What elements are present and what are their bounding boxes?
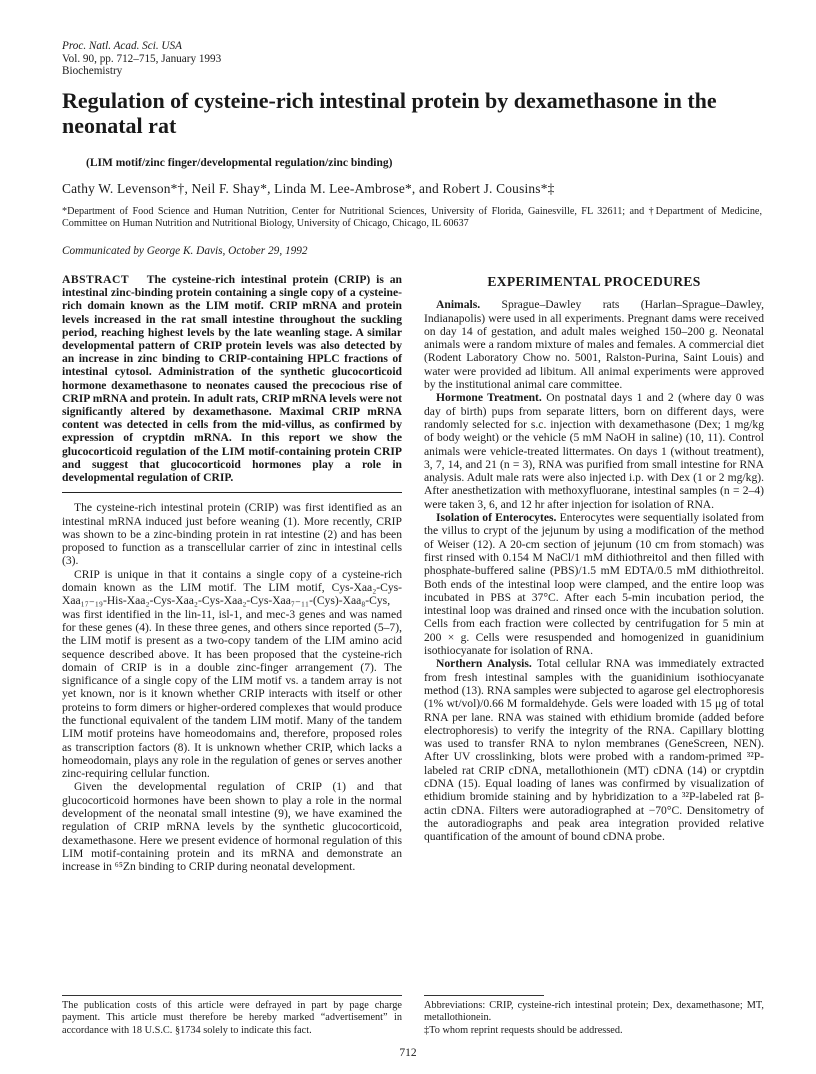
publication-charges-note: The publication costs of this article were defrayed in part by page charge payment. This article must therefore be hereby marked “advertisement” in accordance with 18 U.S.C. §1734 solely to indicate this fact.	[62, 1000, 402, 1036]
abbreviations-note: Abbreviations: CRIP, cysteine-rich intestinal protein; Dex, dexamethasone; MT, metallothionein.	[424, 1000, 764, 1024]
methods-hormone-title: Hormone Treatment.	[436, 391, 542, 405]
abstract	[62, 273, 402, 484]
methods-animals-text: Sprague–Dawley rats (Harlan–Sprague–Dawley, Indianapolis) were used in all experiments. Pregnant dams were received on day 14 of gestation, and adult males weighed 150–200 g. Neonatal animals were a random mixture of males and females. A commercial diet (Rodent Laboratory Chow no. 5001, Ralston-Purina, Saint Louis) and water were provided ad libitum. All animal experiments were approved by the institutional animal care committee.	[424, 298, 764, 392]
methods-enterocytes-text: Enterocytes were sequentially isolated from the villus to crypt of the jejunum by using a modification of the method of Weiser (12). A 20-cm section of jejunum (10 cm from stomach) was first rinsed with 0.154 M NaCl/1 mM dithiothreitol and then filled with phosphate-buffered saline (PBS)/1.5 mM EDTA/0.5 mM dithiothreitol. Both ends of the intestinal loop were clamped, and the entire loop was incubated in PBS at 37°C. After each 5-min incubation period, the intestinal loop was drained and rinsed once with the incubation solution. Cells from each fraction were collected by centrifugation for 5 min at 200 × g. Cells were resuspended and homogenized in guanidinium isothiocyanate for isolation of RNA.	[424, 511, 765, 658]
article-title: Regulation of cysteine-rich intestinal protein by dexamethasone in the neonatal rat	[62, 88, 717, 138]
methods-northern-title: Northern Analysis.	[436, 657, 532, 671]
methods-animals	[424, 298, 764, 391]
intro-paragraph-3: Given the developmental regulation of CRIP (1) and that glucocorticoid hormones have been shown to play a role in the normal development of the neonatal small intestine (9), we have examined the regulation of CRIP mRNA levels by the synthetic glucocorticoid, dexamethasone. Here we present evidence of hormonal regulation of this LIM motif-containing protein and its mRNA and demonstrate an increase in ⁶⁵Zn binding to CRIP during neonatal development.	[62, 780, 402, 874]
left-column	[62, 273, 402, 874]
methods-enterocytes	[424, 511, 764, 657]
methods-hormone	[424, 391, 764, 511]
abstract-text: The cysteine-rich intestinal protein (CRIP) is an intestinal zinc-binding protein containing a single copy of a cysteine-rich domain known as the LIM motif. CRIP mRNA and protein levels increased in the rat small intestine throughout the suckling period, reaching highest levels by the late weanling stage. A similar developmental pattern of CRIP protein levels was also detected by an increase in zinc binding to CRIP-containing HPLC fractions of intestinal cytosol. Administration of the synthetic glucocorticoid hormone dexamethasone to neonates caused the precocious rise of CRIP mRNA and protein. In adult rats, CRIP mRNA levels were not significantly altered by dexamethasone. Maximal CRIP mRNA content was detected in cells from the mid-villus, as confirmed by expression of cryptdin mRNA. In this report we show the glucocorticoid regulation of the LIM motif-containing protein CRIP and suggest that glucocorticoid hormones play a role in developmental regulation of CRIP.	[62, 273, 402, 485]
affiliations: *Department of Food Science and Human Nutrition, Center for Nutritional Sciences, University of Florida, Gainesville, FL 32611; and †Department of Medicine, Committee on Human Nutrition and Nutritional Biology, University of Chicago, Chicago, IL 60637	[62, 206, 762, 230]
abstract-heading: ABSTRACT	[62, 273, 130, 286]
reprint-note: ‡To whom reprint requests should be addressed.	[424, 1024, 623, 1036]
keywords: (LIM motif/zinc finger/developmental regulation/zinc binding)	[86, 157, 393, 169]
intro-paragraph-1: The cysteine-rich intestinal protein (CRIP) was first identified as an intestinal mRNA induced just before weaning (1). More recently, CRIP was shown to be a zinc-binding protein in rat intestine (2) and has been proposed to function as a transcellular carrier of zinc in intestinal cells (3).	[62, 501, 402, 568]
footnotes-right	[424, 1000, 764, 1037]
journal-section: Biochemistry	[62, 65, 123, 78]
methods-enterocytes-title: Isolation of Enterocytes.	[436, 511, 557, 525]
journal-header	[62, 40, 221, 78]
section-heading: EXPERIMENTAL PROCEDURES	[487, 274, 701, 289]
footnote-divider-right	[424, 995, 544, 996]
abstract-divider	[62, 492, 402, 493]
page-number: 712	[399, 1047, 417, 1059]
methods-animals-title: Animals.	[436, 298, 481, 312]
journal-name: Proc. Natl. Acad. Sci. USA	[62, 40, 182, 52]
methods-hormone-text: On postnatal days 1 and 2 (where day 0 was day of birth) pups from separate litters, born on different days, were randomly selected for s.c. injection with dexamethasone (Dex; 1 mg/kg of body weight) or the vehicle (5 mM NaOH in saline) (10, 11). Control animals were vehicle-treated littermates. On days 1 (without treatment), 3, 7, 14, and 21 (n = 3), RNA was purified from small intestine for RNA analysis. Adult male rats were also injected i.p. with Dex (1 or 2 mg/kg). After anesthetization with methoxyfluorane, intestinal samples (n = 2–4) were taken 3, 6, and 12 hr after injection for isolation of RNA.	[424, 391, 764, 511]
methods-northern	[424, 657, 764, 843]
methods-northern-text: Total cellular RNA was immediately extracted from fresh intestinal samples with the guanidinium isothiocyanate method (13). RNA samples were subjected to agarose gel electrophoresis (1% wt/vol)/0.66 M formaldehyde. Gels were loaded with 15 μg of total RNA per lane. RNA was stained with ethidium bromide (added before electrophoresis) to verify the integrity of the RNA. Capillary blotting was used to transfer RNA to nylon membranes (GeneScreen, NEN). After UV crosslinking, blots were probed with a random-primed ³²P-labeled rat CRIP cDNA, metallothionein (MT) cDNA (14) or cryptdin cDNA (15). Equal loading of lanes was confirmed by visualization of ethidium bromide staining and by hybridization to a ³²P-labeled rat β-actin cDNA. Filters were autoradiographed at −70°C. Densitometry of the autoradiographs and peak area integration provided relative quantification of the amount of bound cDNA probe.	[424, 657, 764, 844]
authors: Cathy W. Levenson*†, Neil F. Shay*, Linda M. Lee-Ambrose*, and Robert J. Cousins*‡	[62, 181, 555, 196]
journal-volume: Vol. 90, pp. 712–715, January 1993	[62, 52, 222, 65]
intro-paragraph-2: CRIP is unique in that it contains a single copy of a cysteine-rich domain known as the LIM motif. The LIM motif, Cys-Xaa₂-Cys-Xaa₁₇₋₁₉-His-Xaa₂-Cys-Xaa₂-Cys-Xaa₂-Cys-Xaa₇₋₁₁-(Cys)-Xaa₈-Cys, was first identified in the lin-11, isl-1, and mec-3 genes and was named for these genes (4). In these three genes, and others since reported (5–7), the LIM motif is present as a two-copy tandem of the LIM amino acid sequence described above. It has been proposed that the cysteine-rich domain of CRIP is in a double zinc-finger arrangement (7). The significance of a single copy of the LIM motif vs. a tandem array is not yet known, nor is it known whether CRIP interacts with itself or other proteins to form dimers or higher-ordered complexes that would produce the functional equivalent of the tandem LIM motif. Many of the tandem LIM motif proteins have homeodomains and, therefore, proposed roles as transcription factors (8). It is unknown whether CRIP, which lacks a homeodomain, plays any role in the regulation of genes or serves another zinc-requiring cellular function.	[62, 567, 402, 781]
communicated-by: Communicated by George K. Davis, October 29, 1992	[62, 245, 308, 257]
footnote-divider-left	[62, 995, 402, 996]
right-column	[424, 273, 764, 843]
